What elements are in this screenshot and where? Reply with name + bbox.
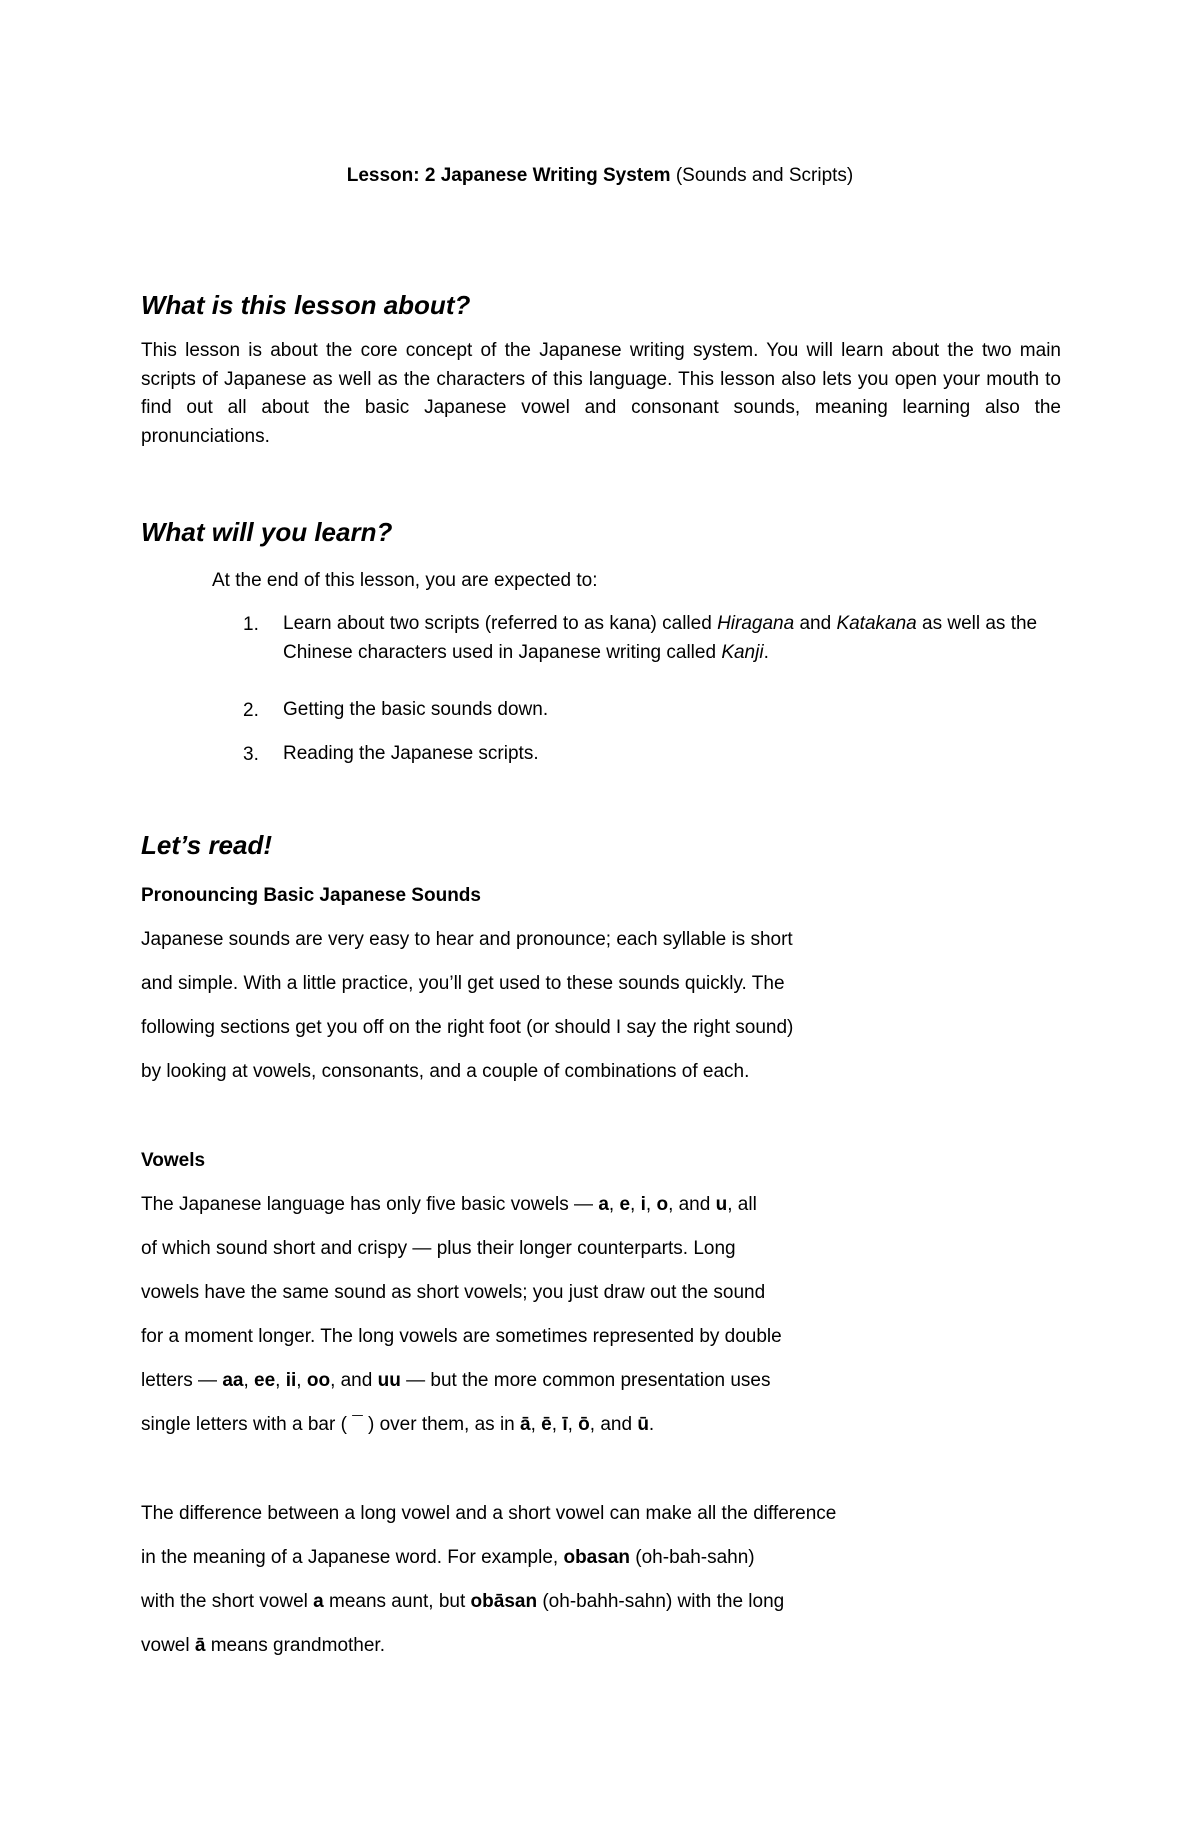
text-line: and simple. With a little practice, you’ll get used to these sounds quickly. The — [141, 973, 785, 994]
lesson-title: Lesson: 2 Japanese Writing System (Sounds and Scripts) — [346, 165, 854, 186]
about-paragraph: This lesson is about the core concept of the Japanese writing system. You will learn about the two main scripts of Japanese as well as the characters of this language. This lesson also lets you open your mouth to find out all about the basic Japanese vowel and consonant sounds, meaning learning also the pronunciations. — [141, 340, 1061, 447]
text-line: The Japanese language has only five basic vowels — a, e, i, o, and u, all — [141, 1194, 757, 1215]
subheading-pronouncing: Pronouncing Basic Japanese Sounds — [141, 885, 481, 906]
list-item-1: Learn about two scripts (referred to as kana) called Hiragana and Katakana as well as the Chinese characters used in Japanese writing called Kanji. — [283, 613, 1038, 663]
learn-intro: At the end of this lesson, you are expected to: — [212, 570, 598, 591]
heading-read: Let’s read! — [141, 830, 273, 860]
text-line: vowel ā means grandmother. — [141, 1635, 385, 1656]
text-line: vowels have the same sound as short vowels; you just draw out the sound — [141, 1282, 766, 1303]
list-item-3: Reading the Japanese scripts. — [283, 743, 539, 764]
text-line: following sections get you off on the right foot (or should I say the right sound) — [141, 1017, 794, 1038]
text-line: of which sound short and crispy — plus their longer counterparts. Long — [141, 1238, 736, 1259]
heading-learn: What will you learn? — [141, 517, 393, 547]
text-line: single letters with a bar ( ¯ ) over them, as in ā, ē, ī, ō, and ū. — [141, 1414, 655, 1435]
text-line: in the meaning of a Japanese word. For example, obasan (oh-bah-sahn) — [141, 1547, 755, 1568]
text-line: with the short vowel a means aunt, but obāsan (oh-bahh-sahn) with the long — [141, 1591, 785, 1612]
text-line: by looking at vowels, consonants, and a couple of combinations of each. — [141, 1061, 750, 1082]
list-number: 3. — [243, 744, 259, 765]
list-number: 2. — [243, 700, 259, 721]
list-number: 1. — [243, 614, 259, 635]
text-line: The difference between a long vowel and a short vowel can make all the difference — [141, 1503, 837, 1524]
list-item-2: Getting the basic sounds down. — [283, 699, 549, 720]
heading-about: What is this lesson about? — [141, 290, 471, 320]
text-line: letters — aa, ee, ii, oo, and uu — but the more common presentation uses — [141, 1370, 771, 1391]
text-line: Japanese sounds are very easy to hear and pronounce; each syllable is short — [141, 929, 793, 950]
text-line: for a moment longer. The long vowels are sometimes represented by double — [141, 1326, 782, 1347]
subheading-vowels: Vowels — [141, 1150, 206, 1171]
